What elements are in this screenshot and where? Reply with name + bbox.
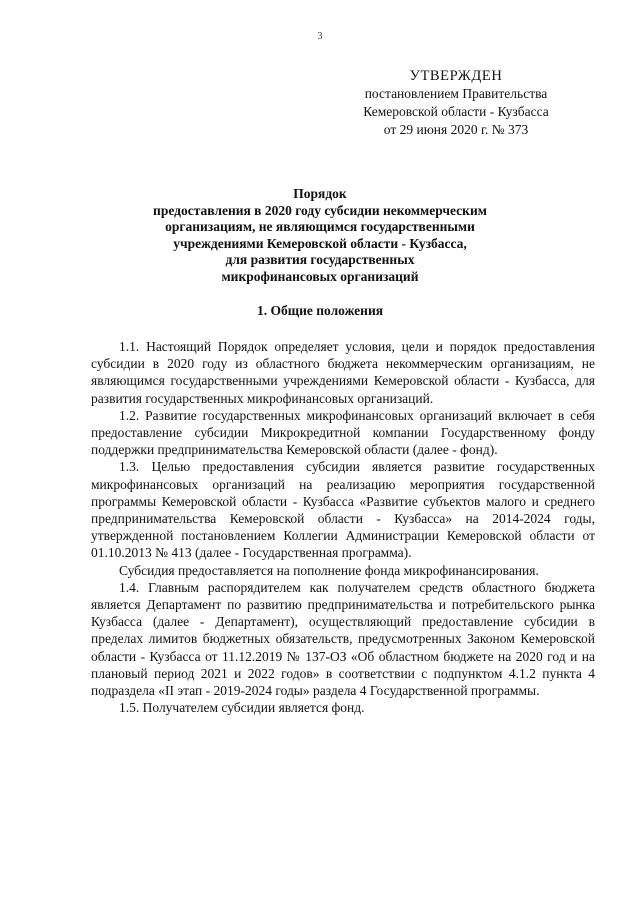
paragraph-1-1: 1.1. Настоящий Порядок определяет условия, цели и порядок предоставления субсидии в 2020 году из областного бюджета некоммерческим организациям, не являющимся государственными учреждениями Кемеровской области - Кузбасса, для развития государственных микрофинансовых организаций. <box>91 339 595 406</box>
page-number: 3 <box>317 31 323 42</box>
approval-line-2: Кемеровской области - Кузбасса <box>363 104 549 119</box>
title-line: Порядок <box>293 186 347 201</box>
document-body <box>91 338 595 716</box>
approval-line-1: постановлением Правительства <box>364 86 548 101</box>
approval-line-3: от 29 июня 2020 г. № 373 <box>383 122 529 137</box>
document-title <box>120 186 520 285</box>
section-heading: 1. Общие положения <box>256 303 384 318</box>
paragraph-1-5: 1.5. Получателем субсидии является фонд. <box>119 700 365 716</box>
title-line: для развития государственных <box>225 252 415 267</box>
paragraph-subsidy-note: Субсидия предоставляется на пополнение фонда микрофинансирования. <box>119 562 539 578</box>
title-line: организациям, не являющимся государственными <box>165 219 475 234</box>
paragraph-1-3: 1.3. Целью предоставления субсидии является развитие государственных микрофинансовых организаций на реализацию мероприятия государственной программы Кемеровской области - Кузбасса «Развитие субъектов малого и среднего предпринимательства Кемеровской области - Кузбасса» на 2014-2024 годы, утвержденной постановлением Коллегии Администрации Кемеровской области от 01.10.2013 № 413 (далее - Государственная программа). <box>91 459 595 561</box>
paragraph-1-4: 1.4. Главным распорядителем как получателем средств областного бюджета является Департамент по развитию предпринимательства и потребительского рынка Кузбасса (далее - Департамент), осуществляющий предоставление субсидии в пределах лимитов бюджетных обязательств, предусмотренных Законом Кемеровской области - Кузбасса от 11.12.2019 № 137-ОЗ «Об областном бюджете на 2020 год и на плановый период 2021 и 2022 годов» в соответствии с подпунктом 4.1.2 пункта 4 подраздела «II этап - 2019-2024 годы» раздела 4 Государственной программы. <box>91 579 595 699</box>
approval-title: УТВЕРЖДЕН <box>409 68 503 84</box>
title-line: учреждениями Кемеровской области - Кузбасса, <box>173 235 467 251</box>
title-line: микрофинансовых организаций <box>221 268 419 284</box>
paragraph-1-2: 1.2. Развитие государственных микрофинансовых организаций включает в себя предоставление субсидии Микрокредитной компании Государственному фонду поддержки предпринимательства Кемеровской области (далее - фонд). <box>91 407 595 458</box>
title-line: предоставления в 2020 году субсидии некоммерческим <box>153 202 487 218</box>
approval-stamp <box>356 67 556 139</box>
